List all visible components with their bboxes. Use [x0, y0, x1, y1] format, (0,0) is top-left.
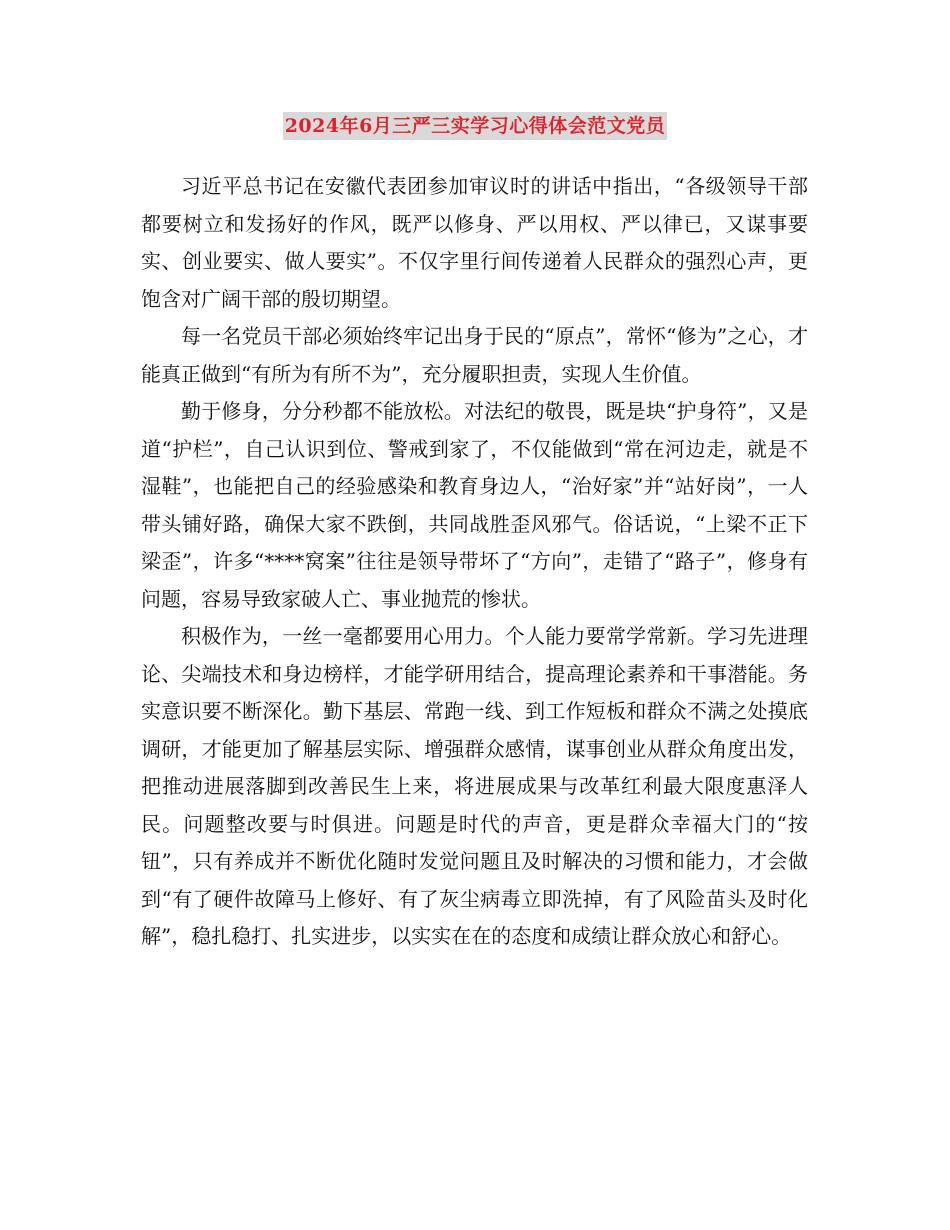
document-title: 2024年6月三严三实学习心得体会范文党员 — [283, 112, 668, 140]
paragraph: 积极作为，一丝一毫都要用心用力。个人能力要常学常新。学习先进理论、尖端技术和身边榜样，才能学研用结合，提高理论素养和干事潜能。务实意识要不断深化。勤下基层、常跑一线、到工作短板和群众不满之处摸底调研，才能更加了解基层实际、增强群众感情，谋事创业从群众角度出发，把推动进展落脚到改善民生上来，将进展成果与改革红利最大限度惠泽人民。问题整改要与时俱进。问题是时代的声音，更是群众幸福大门的“按钮”，只有养成并不断优化随时发觉问题且及时解决的习惯和能力，才会做到“有了硬件故障马上修好、有了灰尘病毒立即洗掉，有了风险苗头及时化解”，稳扎稳打、扎实进步，以实实在在的态度和成绩让群众放心和舒心。 — [141, 624, 808, 948]
document-body — [141, 168, 808, 956]
paragraph: 勤于修身，分分秒都不能放松。对法纪的敬畏，既是块“护身符”，又是道“护栏”，自己认识到位、警戒到家了，不仅能做到“常在河边走，就是不湿鞋”，也能把自己的经验感染和教育身边人，“治好家”并“站好岗”，一人带头铺好路，确保大家不跌倒，共同战胜歪风邪气。俗话说，“上梁不正下梁歪”，许多“****窝案”往往是领导带坏了“方向”，走错了“路子”，修身有问题，容易导致家破人亡、事业抛荒的惨状。 — [141, 399, 808, 611]
paragraph: 习近平总书记在安徽代表团参加审议时的讲话中指出，“各级领导干部都要树立和发扬好的作风，既严以修身、严以用权、严以律已，又谋事要实、创业要实、做人要实”。不仅字里行间传递着人民群众的强烈心声，更饱含对广阔干部的殷切期望。 — [141, 174, 808, 311]
title-container — [0, 112, 950, 140]
paragraph: 每一名党员干部必须始终牢记出身于民的“原点”，常怀“修为”之心，才能真正做到“有所为有所不为”，充分履职担责，实现人生价值。 — [141, 324, 808, 386]
